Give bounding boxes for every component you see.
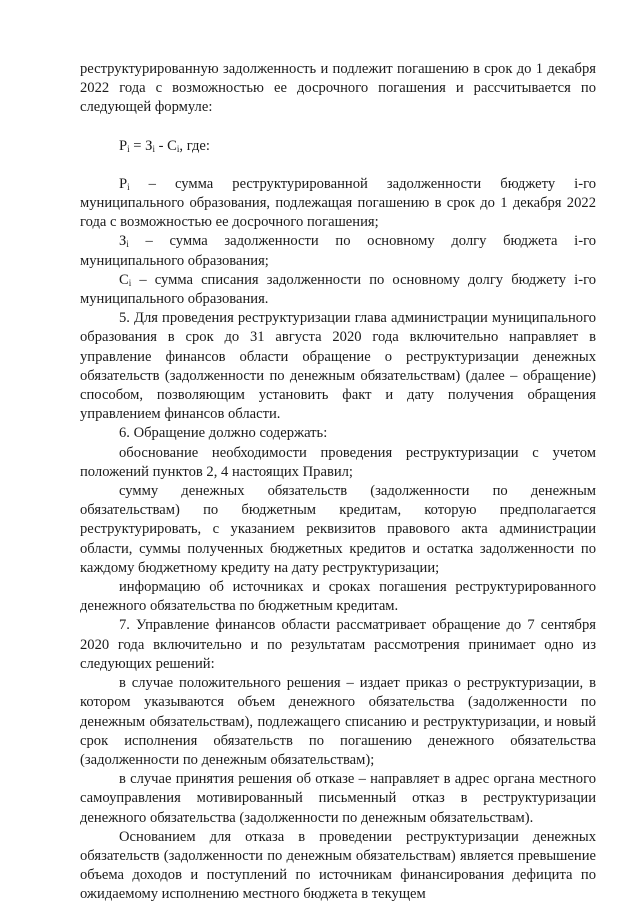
def-p-text: – сумма реструктурированной задолженности бюджету i-го муниципального образования, подлежащая погашению в срок до 1 декабря 2022 года с возможностью ее досрочного погашения; (80, 175, 596, 231)
def-c-sub: i (128, 277, 132, 288)
paragraph-7: 7. Управление финансов области рассматривает обращение до 7 сентября 2020 года включительно и по результатам рассмотрения принимает одно из следующих решений: (80, 617, 596, 672)
paragraph-5: 5. Для проведения реструктуризации глава администрации муниципального образования в срок до 31 августа 2020 года включительно направляет в управление финансов области обращение о реструктуризации денежных обязательств (задолженности по денежным обязательствам) (далее – обращение) способом, позволяющим установить факт и дату получения обращения управлением финансов области. (80, 310, 596, 423)
formula-p-sub: i (127, 143, 130, 154)
paragraph-6: 6. Обращение должно содержать: (119, 425, 328, 442)
formula-minus: - (155, 137, 168, 154)
paragraph-8: Основанием для отказа в проведении реструктуризации денежных обязательств (задолженности по денежным обязательствам) является превышение объема доходов и поступлений по источникам финансирования дефицита по ожидаемому исполнению местного бюджета в текущем (80, 828, 596, 903)
def-p-symbol: Р (119, 175, 128, 192)
def-c-symbol: С (119, 271, 129, 288)
formula-c-symbol: С (167, 137, 177, 154)
paragraph-7-item-1: в случае положительного решения – издает приказ о реструктуризации, в котором указываются объем денежного обязательства (задолженности по денежным обязательствам), подлежащего списанию и реструктуризации, и новый срок исполнения обязательств по погашению денежного обязательства (задолженности по денежным обязательствам); (80, 675, 596, 768)
def-p-sub: i (127, 181, 130, 192)
paragraph-6-item-2: сумму денежных обязательств (задолженности по денежным обязательствам) по бюджетным кредитам, которую предполагается реструктурировать, с указанием реквизитов правового акта администрации области, суммы полученных бюджетных кредитов и остатка задолженности по каждому бюджетному кредиту на дату реструктуризации; (80, 483, 596, 576)
def-z-text: – сумма задолженности по основному долгу бюджета i-го муниципального образования; (80, 233, 596, 269)
paragraph-6-item-3: информацию об источниках и сроках погашения реструктурированного денежного обязательства по бюджетным кредитам. (80, 579, 596, 615)
def-z-sub: i (126, 239, 129, 250)
formula-tail: , где: (179, 137, 210, 154)
paragraph-continuation: реструктурированную задолженность и подлежит погашению в срок до 1 декабря 2022 года с возможностью ее досрочного погашения и рассчитывается по следующей формуле: (80, 61, 596, 116)
formula-c-sub: i (176, 143, 180, 154)
definition-p (80, 175, 596, 233)
formula-equals: = (129, 137, 146, 154)
paragraph-6-item-1: обоснование необходимости проведения реструктуризации с учетом положений пунктов 2, 4 настоящих Правил; (80, 444, 596, 480)
document-page (80, 60, 596, 905)
formula-z-symbol: З (145, 137, 153, 154)
def-z-symbol: З (119, 233, 127, 250)
formula (119, 137, 596, 156)
def-c-text: – сумма списания задолженности по основному долгу бюджету i-го муниципального образования. (80, 271, 596, 308)
definition-z (80, 232, 596, 270)
formula-z-sub: i (152, 143, 155, 154)
formula-p-symbol: Р (119, 137, 128, 154)
definition-c (80, 271, 596, 309)
paragraph-7-item-2: в случае принятия решения об отказе – направляет в адрес органа местного самоуправления мотивированный письменный отказ в реструктуризации денежного обязательства (задолженности по денежным обязательствам). (80, 771, 596, 826)
